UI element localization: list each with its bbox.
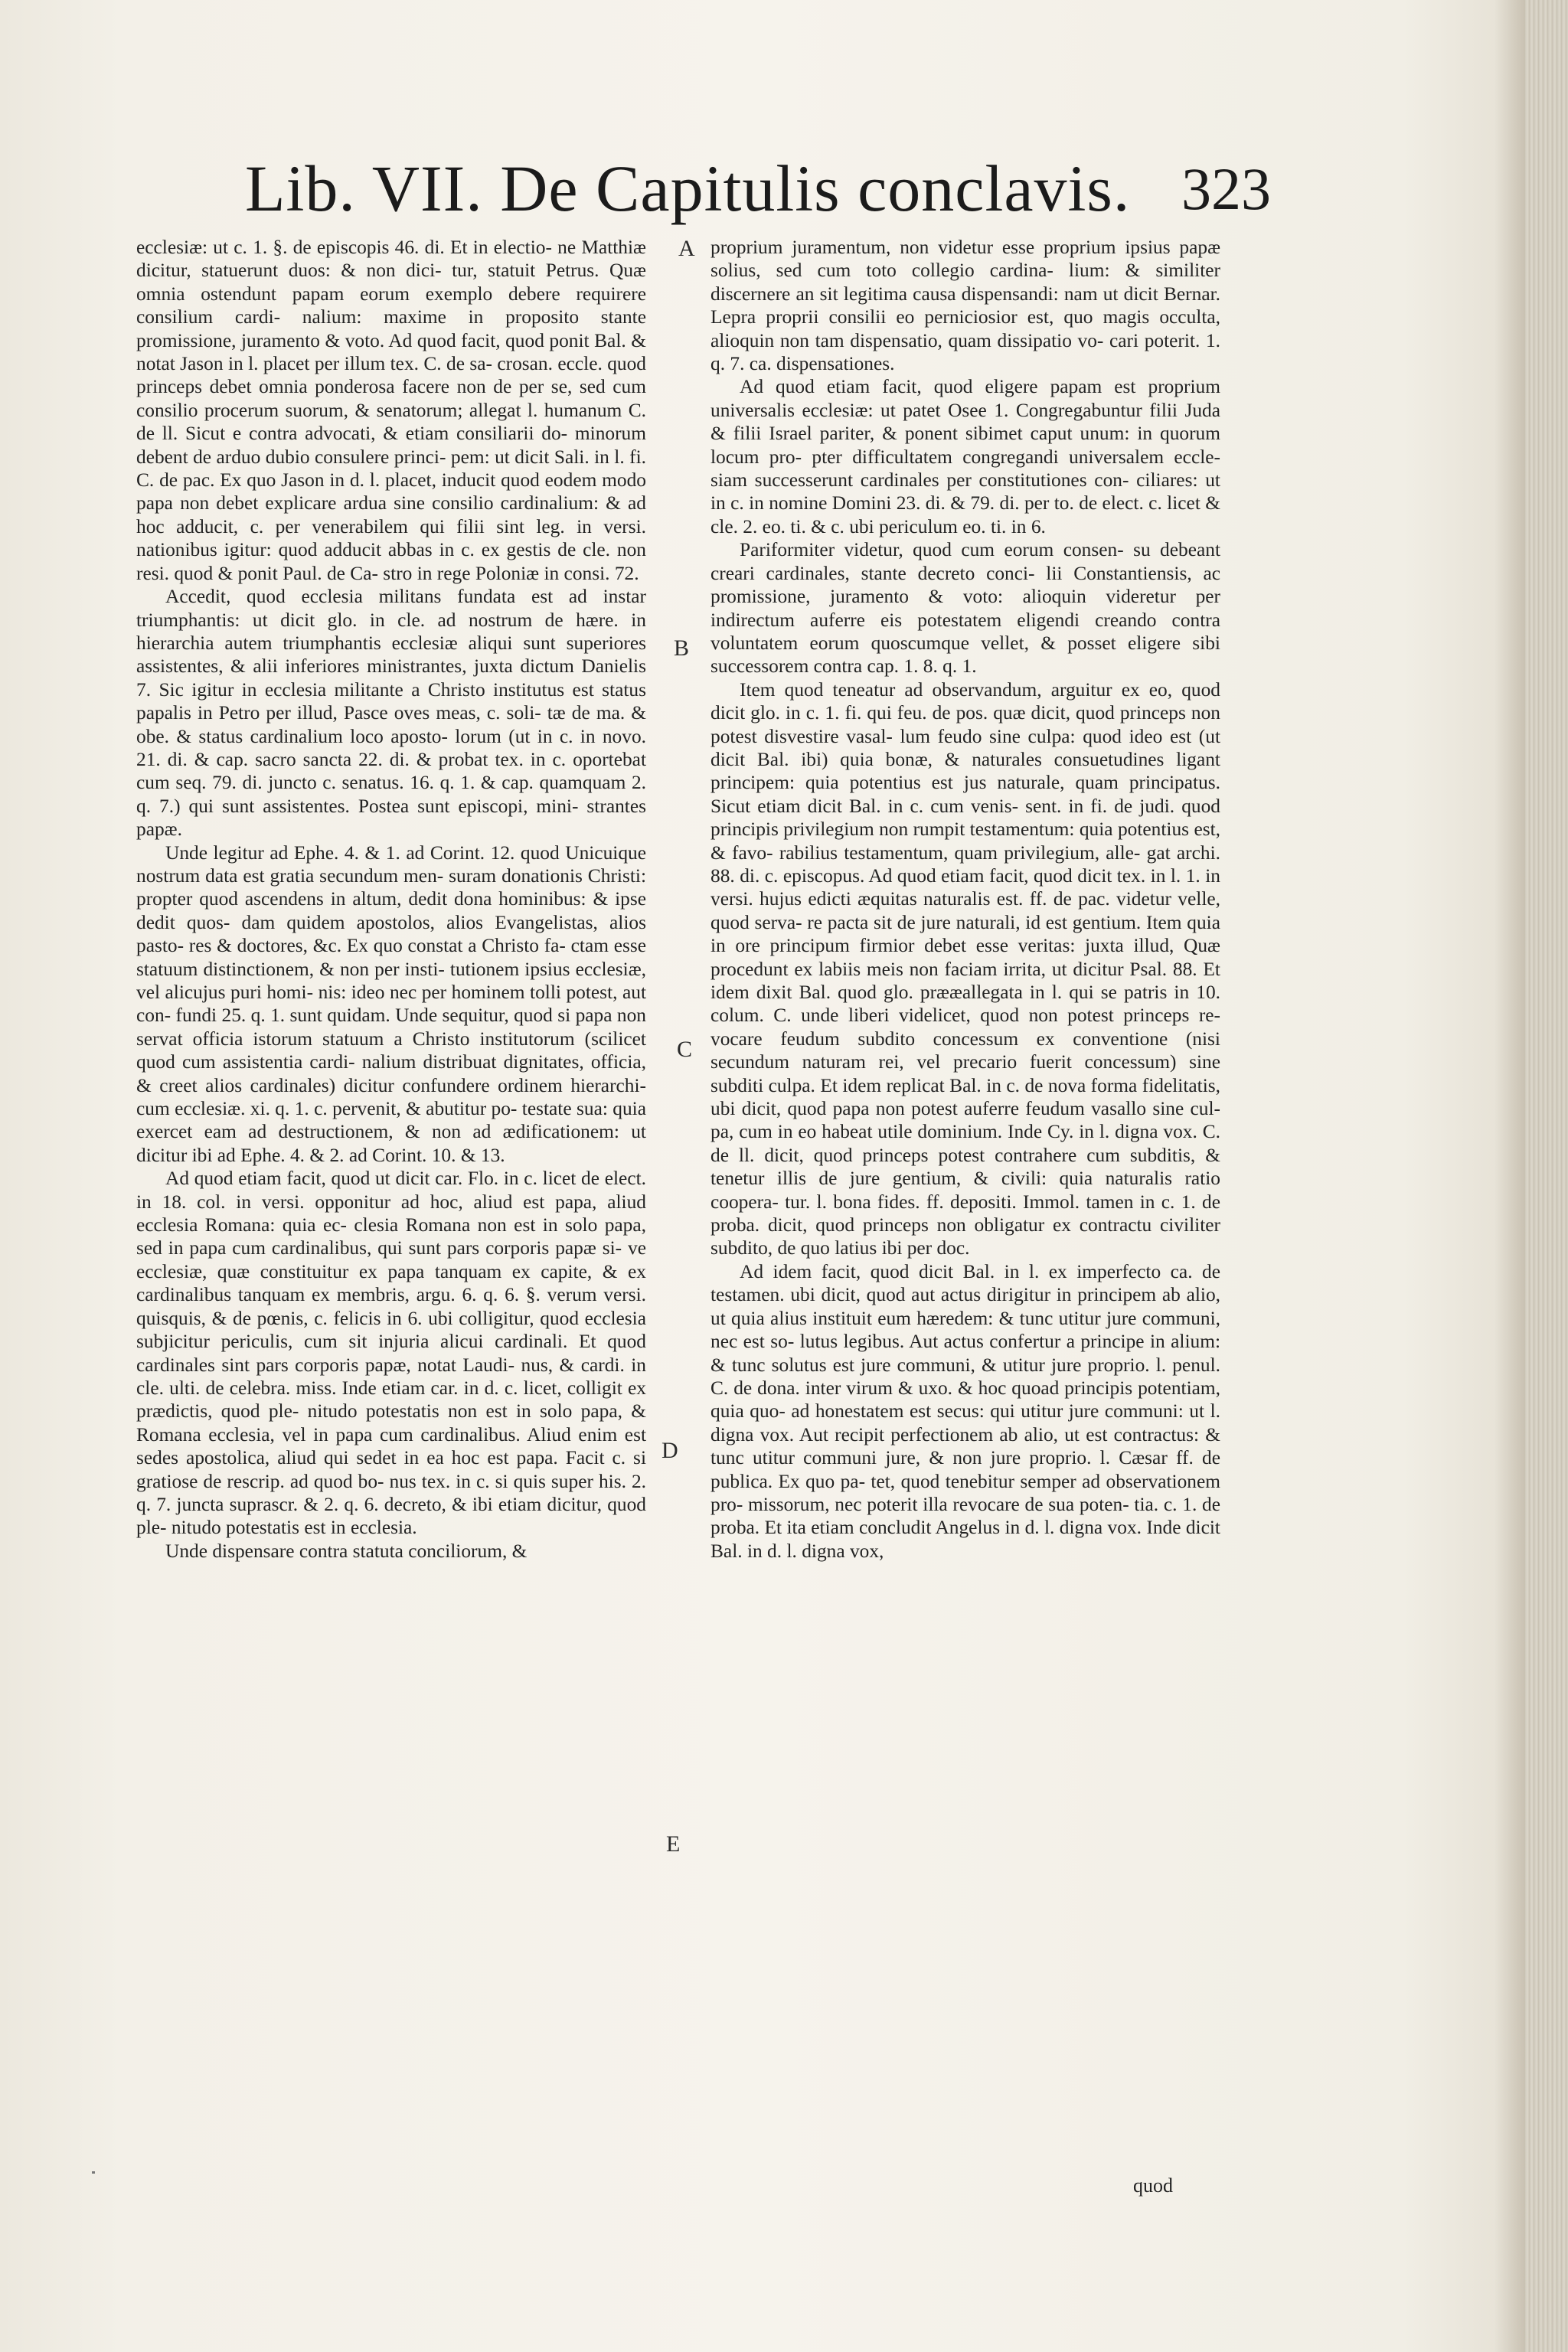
paragraph: Accedit, quod ecclesia militans fundata est ad instar triumphantis: ut dicit glo. in cle. ad nostrum de hære. in hierarchia autem triumphantis ecclesiæ aliqui sunt superiores assistentes, & alii inferiores ministrantes, juxta dictum Danielis 7. Sic igitur in ecclesia militante a Christo institutus est status papalis in Petro per illud, Pasce oves meas, c. soli- tæ de ma. & obe. & status cardinalium loco aposto- lorum (ut in c. in novo. 21. di. & cap. sacro sancta 22. di. & probat tex. in c. oportebat cum seq. 79. di. juncto c. senatus. 16. q. 1. & cap. quamquam 2. q. 7.) qui sunt assistentes. Postea sunt episcopi, mini- strantes papæ.: [136, 586, 646, 841]
page-number: 323: [1181, 155, 1271, 222]
margin-marker-b: B: [674, 635, 690, 661]
left-column: [136, 236, 646, 2173]
running-title: Lib. VII. De Capitulis conclavis.: [245, 152, 1131, 225]
margin-marker-e: E: [666, 1831, 681, 1857]
paragraph: proprium juramentum, non videtur esse proprium ipsius papæ solius, sed cum toto collegio cardina- lium: & similiter discernere an sit legitima causa dispensandi: nam ut dicit Bernar. Lepra proprii consilii eo perniciosior est, quo magis occulta, alioquin non tam dispensatio, quam dissipatio vo- cari poterit. 1. q. 7. ca. dispensationes.: [710, 237, 1220, 375]
page-header: [245, 150, 1271, 234]
margin-marker-d: D: [662, 1438, 678, 1463]
paragraph: Unde legitur ad Ephe. 4. & 1. ad Corint. 12. quod Unicuique nostrum data est gratia secundum men- suram donationis Christi: propter quod ascendens in altum, dedit dona hominibus: & ipse dedit quos- dam quidem apostolos, alios Evangelistas, alios pasto- res & doctores, &c. Ex quo constat a Christo fa- ctam esse statuum distinctionem, & non per insti- tutionem ipsius ecclesiæ, vel alicujus puri homi- nis: ideo nec per hominem tolli potest, aut con- fundi 25. q. 1. sunt quidam. Unde sequitur, quod si papa non servat officia istorum statuum a Christo institutorum (scilicet quod cum assistentia cardi- nalium distribuat dignitates, officia, & creet alios cardinales) dicitur confundere ordinem hierarchi- cum ecclesiæ. xi. q. 1. c. pervenit, & abutitur po- testate sua: quia exercet eam ad destructionem, & non ad ædificationem: ut dicitur ibi ad Ephe. 4. & 2. ad Corint. 10. & 13.: [136, 841, 646, 1166]
catchword: quod: [1133, 2174, 1173, 2197]
paragraph: Pariformiter videtur, quod cum eorum consen- su debeant creari cardinales, stante decreto conci- lii Constantiensis, ac promissione, juramento & voto: alioquin videretur per indirectum auferre eis potestatem eligendi creando contra voluntatem eorum quoscumque vellet, & posset eligere sibi successorem contra cap. 1. 8. q. 1.: [710, 539, 1220, 678]
paragraph: Ad quod etiam facit, quod ut dicit car. Flo. in c. licet de elect. in 18. col. in versi. opponitur ad hoc, aliud est papa, aliud ecclesia Romana: quia ec- clesia Romana non est in solo papa, sed in papa cum cardinalibus, qui sunt pars corporis papæ si- ve ecclesiæ, quæ constituitur ex papa tanquam ex capite, & ex cardinalibus tanquam ex membris, argu. 6. q. 6. §. verum versi. quisquis, & de pœnis, c. felicis in 6. ubi colligitur, quod ecclesia subjicitur periculis, cum sit injuria alicui cardinali. Et quod cardinales sint pars corporis papæ, notat Laudi- nus, & cardi. in cle. ulti. de celebra. miss. Inde etiam car. in d. c. licet, colligit ex prædictis, quod ple- nitudo potestatis non est in solo papa, & Romana ecclesia, vel in papa cum cardinalibus. Aliud enim est sedes apostolica, aliud qui sedet in ea hoc est papa. Facit c. si gratiose de rescrip. ad quod bo- nus tex. in c. si quis super his. 2. q. 7. juncta suprascr. & 2. q. 6. decreto, & ibi etiam dicitur, quod ple- nitudo potestatis est in ecclesia.: [136, 1168, 646, 1539]
page-edge-stack: [1525, 0, 1568, 2352]
paragraph: Item quod teneatur ad observandum, arguitur ex eo, quod dicit glo. in c. 1. fi. qui feu. de pos. quæ dicit, quod princeps non potest disvestire vasal- lum feudo sine culpa: quod ideo est (ut dicit Bal. ibi) quia bonæ, & naturales consuetudines ligant principem: quia potentius est jus naturale, quam principatus. Sicut etiam dicit Bal. in c. cum venis- sent. in fi. de judi. quod principis privilegium non rumpit testamentum: quia potentius est, & favo- rabilius testamentum, quam privilegium, alle- gat archi. 88. di. c. episcopus. Ad quod etiam facit, quod dicit tex. in l. 1. in versi. hujus edicti æquitas naturalis est. ff. de pac. videtur velle, quod serva- re pacta sit de jure naturali, id est gentium. Item quia in ore principum firmior debet esse veritas: juxta illud, Quæ procedunt ex labiis meis non faciam irrita, ut dicitur Psal. 88. Et idem dixit Bal. quod glo. prææallegata in l. qui se patris in 10. colum. C. unde liberi videlicet, quod non potest princeps re- vocare feudum subdito concessum ex conventione (nisi secundum naturam rei, vel precario fuerit concessum) sine subditi culpa. Et idem replicat Bal. in c. de nova forma fidelitatis, ubi dicit, quod papa non potest auferre feudum vasallo sine cul- pa, cum in eo habeat utile dominium. Inde Cy. in l. digna vox. C. de ll. dicit, quod princeps potest contrahere cum subditis, & tenetur illis de jure gentium, & civili: quia naturalis ratio coopera- tur. l. bona fides. ff. depositi. Immol. tamen in c. 1. de proba. dicit, quod princeps non obligatur ex contractu civiliter subdito, de quo latius ibi per doc.: [710, 678, 1220, 1259]
paragraph: Ad quod etiam facit, quod eligere papam est proprium universalis ecclesiæ: ut patet Osee 1. Congregabuntur filii Juda & filii Israel pariter, & ponent sibimet caput unum: in quorum locum pro- pter difficultatem congregandi universalem eccle- siam successerunt cardinales per constitutiones con- ciliares: ut in c. in nomine Domini 23. di. & 79. di. per to. de elect. c. licet & cle. 2. eo. ti. & c. ubi periculum eo. ti. in 6.: [710, 376, 1220, 537]
margin-marker-a: A: [678, 236, 695, 261]
margin-marker-c: C: [677, 1037, 693, 1062]
paragraph: ecclesiæ: ut c. 1. §. de episcopis 46. di. Et in electio- ne Matthiæ dicitur, statuerunt duos: & non dici- tur, statuit Petrus. Quæ omnia ostendunt papam eorum exemplo debere requirere consilium cardi- nalium: maxime in proposito stante promissione, juramento & voto. Ad quod facit, quod ponit Bal. & notat Jason in l. placet per illum tex. C. de sa- crosan. eccle. quod princeps debet omnia ponderosa facere non de per se, sed cum consilio procerum suorum, & senatorum; allegat l. humanum C. de ll. Sicut e contra advocati, & etiam consiliarii do- minorum debent de arduo dubio consulere princi- pem: ut dicit Sali. in l. fi. C. de pac. Ex quo Jason in d. l. placet, inducit quod eodem modo papa non debet explicare ardua sine consilio cardinalium: & ad hoc adducit, c. per venerabilem qui filii sint leg. in versi. nationibus igitur: quod adducit abbas in c. ex gestis de cle. non resi. quod & ponit Paul. de Ca- stro in rege Poloniæ in consi. 72.: [136, 237, 646, 584]
page-gutter-shadow: [1494, 0, 1525, 2352]
paragraph: Ad idem facit, quod dicit Bal. in l. ex imperfecto ca. de testamen. ubi dicit, quod aut actus dirigitur in principem ab alio, ut quia alius instituit eum hæredem: & tunc utitur jure communi, nec est so- lutus legibus. Aut actus confertur a principe in alium: & tunc solutus est jure communi, & utitur jure proprio. l. penul. C. de dona. inter virum & uxo. & hoc quoad principis potentiam, quia quo- ad honestatem est secus: qui utitur jure communi: ut l. digna vox. Aut recipit perfectionem ab alio, ut est contractus: & tunc utitur communi jure, & non jure proprio. l. Cæsar ff. de publica. Ex quo pa- tet, quod tenebitur semper ad observationem pro- missorum, nec poterit illa revocare de sua poten- tia. c. 1. de proba. Et ita etiam concludit Angelus in d. l. digna vox. Inde dicit Bal. in d. l. digna vox,: [710, 1260, 1220, 1562]
ink-speck: [92, 2171, 95, 2174]
right-column: [710, 236, 1220, 2173]
paragraph: Unde dispensare contra statuta conciliorum, &: [165, 1540, 528, 1562]
